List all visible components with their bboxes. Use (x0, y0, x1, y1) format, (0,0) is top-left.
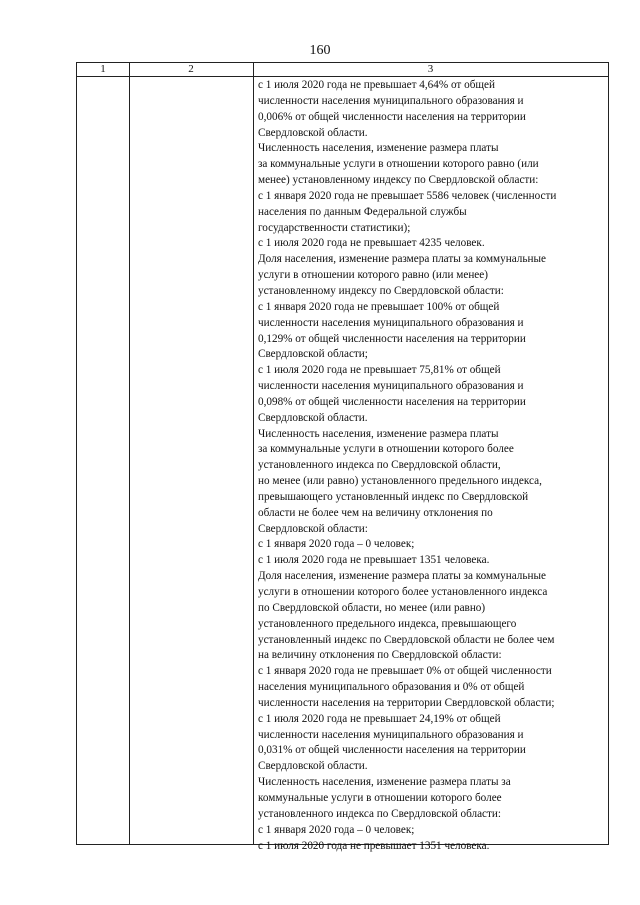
text-line: установленного предельного индекса, превышающего (258, 617, 517, 630)
text-line: на величину отклонения по Свердловской области: (258, 649, 502, 662)
text-line: за коммунальные услуги в отношении которого равно (или (258, 158, 539, 171)
text-line: с 1 июля 2020 года не превышает 4235 человек. (258, 237, 485, 250)
text-line: населения муниципального образования и 0% от общей (258, 681, 525, 694)
page-number: 160 (309, 43, 331, 58)
text-line: с 1 июля 2020 года не превышает 75,81% от общей (258, 364, 501, 377)
text-line: с 1 июля 2020 года не превышает 24,19% от общей (258, 712, 501, 725)
text-line: Свердловской области: (258, 522, 368, 535)
text-line: услуги в отношении которого равно (или менее) (258, 269, 488, 282)
column-3-text (258, 78, 608, 854)
text-line: 0,098% от общей численности населения на территории (258, 395, 526, 408)
text-line: Свердловской области. (258, 126, 368, 139)
text-line: с 1 января 2020 года не превышает 0% от общей численности (258, 665, 552, 678)
text-line: Свердловской области. (258, 411, 368, 424)
text-line: установленный индекс по Свердловской области не более чем (258, 633, 555, 646)
text-line: области не более чем на величину отклонения по (258, 506, 493, 519)
text-line: 0,006% от общей численности населения на территории (258, 110, 526, 123)
text-line: Свердловской области; (258, 348, 368, 361)
text-line: Численность населения, изменение размера платы (258, 427, 499, 440)
column-header-1: 1 (100, 63, 106, 75)
text-line: по Свердловской области, но менее (или равно) (258, 601, 486, 614)
text-line: численности населения муниципального образования и (258, 728, 524, 741)
text-line: Численность населения, изменение размера платы (258, 142, 499, 155)
document-table (76, 62, 609, 852)
text-line: менее) установленному индексу по Свердловской области: (258, 174, 539, 187)
text-line: населения по данным Федеральной службы (258, 205, 467, 218)
text-line: с 1 июля 2020 года не превышает 1351 человека. (258, 554, 490, 567)
column-header-2: 2 (188, 63, 194, 75)
text-line: государственности статистики); (258, 221, 411, 234)
text-line: с 1 января 2020 года – 0 человек; (258, 538, 415, 551)
text-line: услуги в отношении которого более установленного индекса (258, 586, 548, 598)
text-line: Численность населения, изменение размера платы за (258, 776, 511, 789)
text-line: установленного индекса по Свердловской области: (258, 807, 502, 820)
text-line: превышающего установленный индекс по Свердловской (258, 490, 529, 503)
text-line: установленному индексу по Свердловской области: (258, 284, 504, 297)
text-line: Доля населения, изменение размера платы за коммунальные (258, 570, 546, 583)
text-line: с 1 января 2020 года – 0 человек; (258, 823, 415, 836)
table-header-row (77, 63, 608, 77)
text-line: 0,129% от общей численности населения на территории (258, 332, 526, 345)
text-line: но менее (или равно) установленного предельного индекса, (258, 475, 542, 488)
column-header-3: 3 (427, 63, 434, 75)
text-line: численности населения муниципального образования и (258, 94, 524, 107)
text-line: коммунальные услуги в отношении которого более (258, 791, 502, 804)
text-line: Доля населения, изменение размера платы за коммунальные (258, 253, 546, 266)
text-line: за коммунальные услуги в отношении которого более (258, 443, 514, 456)
text-line: численности населения муниципального образования и (258, 316, 524, 329)
text-line: 0,031% от общей численности населения на территории (258, 744, 526, 757)
text-line: с 1 января 2020 года не превышает 100% от общей (258, 300, 500, 313)
text-line: Свердловской области. (258, 760, 368, 773)
text-line: численности населения на территории Свердловской области; (258, 696, 555, 709)
column-divider (253, 63, 254, 844)
text-line: с 1 января 2020 года не превышает 5586 человек (численности (258, 189, 557, 202)
text-line: численности населения муниципального образования и (258, 380, 524, 393)
column-divider (129, 63, 130, 844)
text-line: с 1 июля 2020 года не превышает 4,64% от общей (258, 79, 495, 91)
text-line: с 1 июля 2020 года не превышает 1351 человека. (258, 839, 490, 852)
text-line: установленного индекса по Свердловской области, (258, 459, 501, 472)
